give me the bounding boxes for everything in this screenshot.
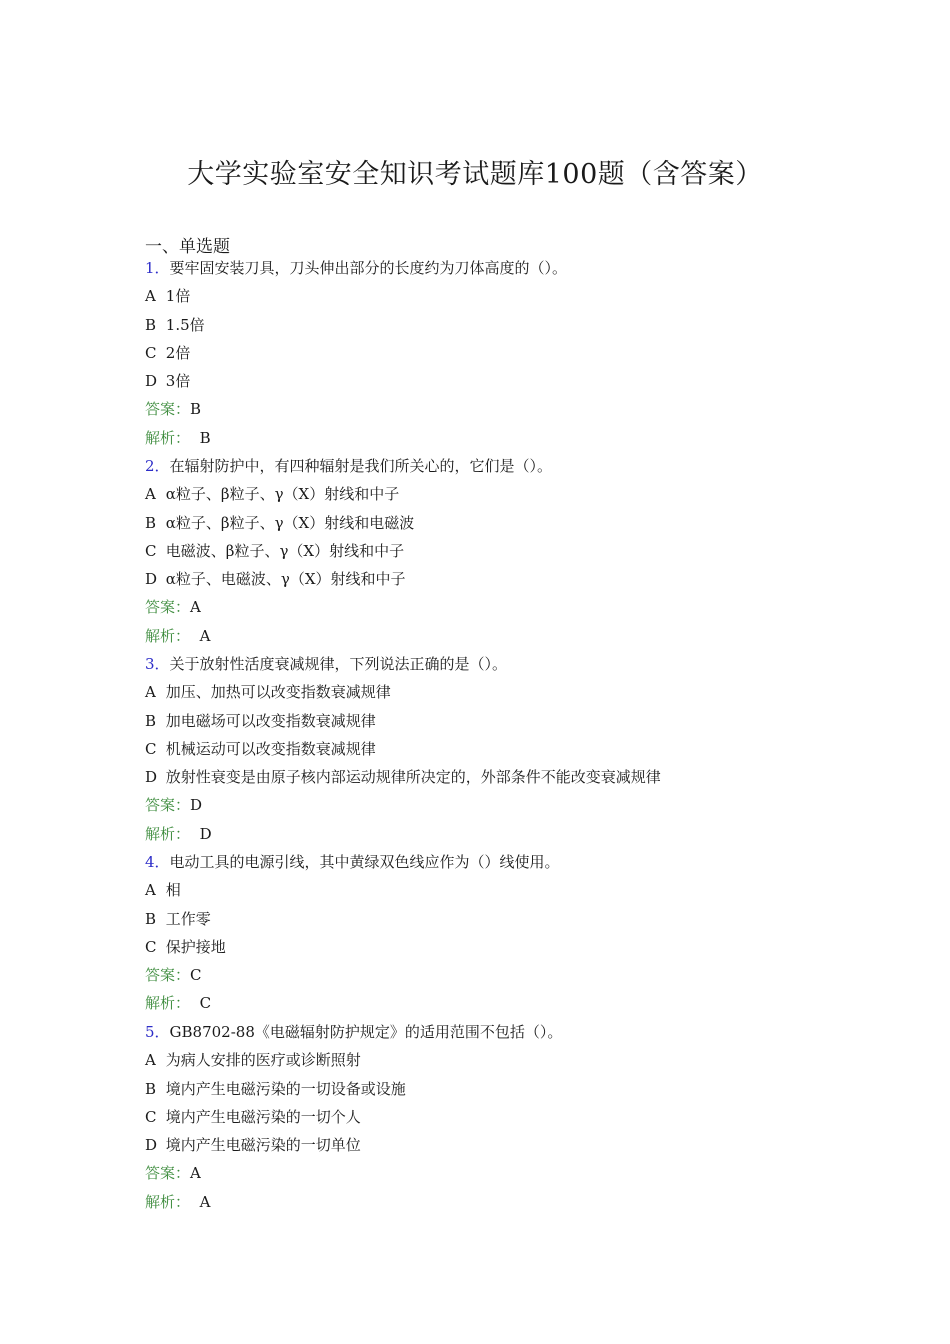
question-text: 要牢固安装刀具，刀头伸出部分的长度约为刀体高度的（）。 [169,259,568,277]
option-a: A α粒子、β粒子、γ（X）射线和中子 [145,485,400,504]
section-heading: 一、单选题 [145,237,230,257]
question-text: GB8702-88《电磁辐射防护规定》的适用范围不包括（）。 [169,1023,563,1041]
question-3 [145,650,661,848]
option-b: B α粒子、β粒子、γ（X）射线和电磁波 [145,513,415,532]
analysis-value: B [199,428,211,447]
question-1 [145,254,567,452]
question-number: 4． [145,853,170,871]
analysis-label: 解析： [145,1192,191,1211]
question-number: 1． [145,259,170,277]
question-stem [145,452,552,480]
answer-label: 答案： [145,400,191,419]
answer-value: B [190,400,202,419]
option-d: D α粒子、电磁波、γ（X）射线和中子 [145,570,406,589]
answer-label: 答案： [145,1164,191,1183]
question-4 [145,848,560,1018]
answer-line [145,395,567,423]
option-a: A 为病人安排的医疗或诊断照射 [145,1051,361,1070]
question-number: 5． [145,1023,170,1041]
question-5 [145,1018,562,1216]
question-stem [145,254,567,282]
analysis-line [145,622,552,650]
option-b: B 1.5倍 [145,315,205,334]
option-b: B 加电磁场可以改变指数衰减规律 [145,711,376,730]
analysis-label: 解析： [145,994,191,1013]
option-a: A 相 [145,881,181,900]
analysis-line [145,424,567,452]
analysis-line [145,1188,562,1216]
option-d: D 境内产生电磁污染的一切单位 [145,1136,361,1155]
option-d: D 放射性衰变是由原子核内部运动规律所决定的，外部条件不能改变衰减规律 [145,768,661,787]
analysis-label: 解析： [145,626,191,645]
answer-value: D [190,796,203,815]
answer-value: A [190,1164,201,1183]
analysis-value: D [199,824,212,843]
option-c: C 保护接地 [145,937,226,956]
question-stem [145,650,661,678]
option-a: A 加压、加热可以改变指数衰减规律 [145,683,391,702]
question-text: 在辐射防护中，有四种辐射是我们所关心的，它们是（）。 [169,457,553,475]
option-c: C 电磁波、β粒子、γ（X）射线和中子 [145,541,405,560]
option-c: C 机械运动可以改变指数衰减规律 [145,739,376,758]
option-d: D 3倍 [145,372,191,391]
answer-value: C [190,966,202,985]
analysis-line [145,989,560,1017]
answer-line [145,1159,562,1187]
answer-label: 答案： [145,796,191,815]
analysis-line [145,820,661,848]
answer-value: A [190,598,201,617]
question-text: 电动工具的电源引线，其中黄绿双色线应作为（）线使用。 [169,853,560,871]
answer-line [145,961,560,989]
analysis-value: A [199,626,211,645]
option-b: B 境内产生电磁污染的一切设备或设施 [145,1079,406,1098]
option-b: B 工作零 [145,909,211,928]
analysis-value: C [199,994,212,1013]
question-stem [145,1018,562,1046]
answer-line [145,791,661,819]
question-stem [145,848,560,876]
answer-label: 答案： [145,598,191,617]
analysis-value: A [199,1192,211,1211]
option-c: C 境内产生电磁污染的一切个人 [145,1107,361,1126]
option-a: A 1倍 [145,287,191,306]
answer-label: 答案： [145,966,191,985]
option-c: C 2倍 [145,343,191,362]
analysis-label: 解析： [145,824,191,843]
answer-line [145,593,552,621]
question-2 [145,452,552,650]
page-title: 大学实验室安全知识考试题库100题（含答案） [187,159,763,190]
analysis-label: 解析： [145,428,191,447]
question-number: 3． [145,655,170,673]
question-text: 关于放射性活度衰减规律，下列说法正确的是（）。 [169,655,508,673]
question-number: 2． [145,457,170,475]
